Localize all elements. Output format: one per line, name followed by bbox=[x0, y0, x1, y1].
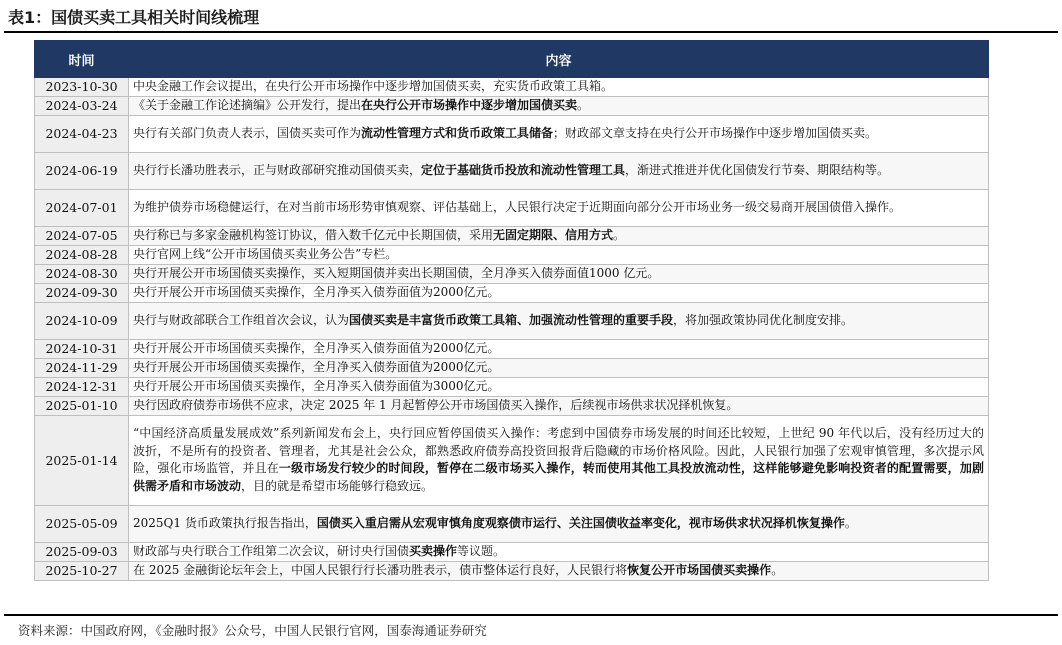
header-row bbox=[35, 41, 989, 78]
top-rule bbox=[4, 31, 1058, 33]
table-row bbox=[35, 97, 989, 116]
row-date: 2024-10-31 bbox=[35, 340, 129, 359]
table-row bbox=[35, 378, 989, 397]
table-row bbox=[35, 397, 989, 416]
table-body bbox=[35, 78, 989, 581]
content-text: 。 bbox=[844, 515, 857, 530]
content-text: 央行开展公开市场国债买卖操作，全月净买入债券面值为3000亿元。 bbox=[133, 379, 500, 394]
content-emphasis: 国债买入重启需从宏观审慎角度观察债市运行、关注国债收益率变化，视市场供求状况择机恢复操作 bbox=[316, 515, 845, 530]
header-time: 时间 bbox=[35, 41, 129, 78]
content-text: 。 bbox=[577, 98, 590, 113]
row-content bbox=[129, 190, 989, 227]
content-text: 央行官网上线“公开市场国债买卖业务公告”专栏。 bbox=[133, 247, 398, 262]
content-emphasis: 在央行公开市场操作中逐步增加国债买卖 bbox=[361, 98, 578, 113]
table-row bbox=[35, 303, 989, 340]
content-emphasis: 恢复公开市场国债买卖操作 bbox=[627, 562, 772, 577]
content-text: “中国经济高质量发展成效”系列新闻发布会上，央行回应暂停国债买入操作：考虑到中国债券市场发展的时间还比较短，上世纪 90 年代以后，没有经历过大的波折，不是所有的投资者、管理者，尤其是社会公众，都熟悉政府债券高投资回报背后隐藏的市场价格风险。因此，人民银行加强了宏观审慎管理，多次提示风险，强化市场监管，并且在 bbox=[133, 426, 984, 476]
content-text: 央行有关部门负责人表示，国债买卖可作为 bbox=[133, 126, 362, 141]
row-date: 2024-12-31 bbox=[35, 378, 129, 397]
row-content bbox=[129, 561, 989, 580]
row-date: 2024-08-30 bbox=[35, 265, 129, 284]
row-content bbox=[129, 78, 989, 97]
content-text: 2025Q1 货币政策执行报告指出， bbox=[133, 515, 317, 530]
row-date: 2024-08-28 bbox=[35, 246, 129, 265]
content-text: 中央金融工作会议提出，在央行公开市场操作中逐步增加国债买卖，充实货币政策工具箱。 bbox=[133, 79, 614, 94]
content-emphasis: 无固定期限、信用方式 bbox=[493, 228, 614, 243]
content-text: ，目的就是希望市场能够行稳致远。 bbox=[241, 478, 434, 493]
row-date: 2025-01-14 bbox=[35, 416, 129, 506]
row-date: 2024-04-23 bbox=[35, 116, 129, 153]
row-content bbox=[129, 340, 989, 359]
row-date: 2024-09-30 bbox=[35, 284, 129, 303]
row-content bbox=[129, 265, 989, 284]
row-date: 2024-03-24 bbox=[35, 97, 129, 116]
content-text: 央行开展公开市场国债买卖操作，买入短期国债并卖出长期国债，全月净买入债券面值1000 亿元。 bbox=[133, 266, 660, 281]
row-date: 2025-09-03 bbox=[35, 542, 129, 561]
content-text: 。 bbox=[613, 228, 626, 243]
content-text: 央行与财政部联合工作组首次会议，认为 bbox=[133, 313, 350, 328]
row-content bbox=[129, 505, 989, 542]
table-row bbox=[35, 265, 989, 284]
row-content bbox=[129, 284, 989, 303]
source-note: 资料来源：中国政府网，《金融时报》公众号，中国人民银行官网，国泰海通证券研究 bbox=[18, 623, 487, 638]
table-title: 表1：国债买卖工具相关时间线梳理 bbox=[8, 8, 260, 27]
content-emphasis: 国债买卖是丰富货币政策工具箱、加强流动性管理的重要手段 bbox=[349, 313, 674, 328]
row-date: 2024-11-29 bbox=[35, 359, 129, 378]
header-content: 内容 bbox=[129, 41, 989, 78]
content-emphasis: 流动性管理方式和货币政策工具储备 bbox=[361, 126, 554, 141]
table-row bbox=[35, 505, 989, 542]
content-text: 央行行长潘功胜表示，正与财政部研究推动国债买卖， bbox=[133, 163, 422, 178]
row-content bbox=[129, 303, 989, 340]
row-content bbox=[129, 359, 989, 378]
content-emphasis: 一级市场发行较少的时间段，暂停在二级市场买入操作，转而使用其他工具投放流动性，这样能够避免影响投资者的配置需要，加剧供需矛盾和市场波动 bbox=[133, 461, 984, 493]
bottom-rule bbox=[4, 614, 1058, 616]
table-row bbox=[35, 542, 989, 561]
row-date: 2024-07-05 bbox=[35, 227, 129, 246]
row-content bbox=[129, 153, 989, 190]
table-row bbox=[35, 78, 989, 97]
table-row bbox=[35, 246, 989, 265]
content-text: ，将加强政策协同优化制度安排。 bbox=[673, 313, 854, 328]
content-text: 《关于金融工作论述摘编》公开发行，提出 bbox=[133, 98, 362, 113]
table-row bbox=[35, 416, 989, 506]
row-date: 2025-05-09 bbox=[35, 505, 129, 542]
content-emphasis: 买卖操作 bbox=[409, 543, 458, 558]
table-row bbox=[35, 284, 989, 303]
row-content bbox=[129, 116, 989, 153]
content-text: ，渐进式推进并优化国债发行节奏、期限结构等。 bbox=[625, 163, 890, 178]
row-date: 2024-06-19 bbox=[35, 153, 129, 190]
content-text: 为维护债券市场稳健运行，在对当前市场形势审慎观察、评估基础上，人民银行决定于近期面向部分公开市场业务一级交易商开展国债借入操作。 bbox=[133, 200, 902, 215]
row-content bbox=[129, 246, 989, 265]
table-row bbox=[35, 116, 989, 153]
content-text: 央行开展公开市场国债买卖操作，全月净买入债券面值为2000亿元。 bbox=[133, 360, 500, 375]
table-row bbox=[35, 227, 989, 246]
row-content bbox=[129, 378, 989, 397]
row-content bbox=[129, 542, 989, 561]
content-emphasis: 定位于基础货币投放和流动性管理工具 bbox=[421, 163, 626, 178]
row-date: 2025-01-10 bbox=[35, 397, 129, 416]
row-content bbox=[129, 97, 989, 116]
row-date: 2024-10-09 bbox=[35, 303, 129, 340]
table-row bbox=[35, 190, 989, 227]
content-text: 央行称已与多家金融机构签订协议，借入数千亿元中长期国债，采用 bbox=[133, 228, 494, 243]
content-text: 等议题。 bbox=[457, 543, 506, 558]
row-date: 2025-10-27 bbox=[35, 561, 129, 580]
table-row bbox=[35, 359, 989, 378]
content-text: 央行开展公开市场国债买卖操作，全月净买入债券面值为2000亿元。 bbox=[133, 341, 500, 356]
content-text: ；财政部文章支持在央行公开市场操作中逐步增加国债买卖。 bbox=[553, 126, 878, 141]
row-content bbox=[129, 416, 989, 506]
row-date: 2023-10-30 bbox=[35, 78, 129, 97]
content-text: 。 bbox=[771, 562, 784, 577]
table-row bbox=[35, 340, 989, 359]
content-text: 央行因政府债券市场供不应求，决定 2025 年 1 月起暂停公开市场国债买入操作，后续视市场供求状况择机恢复。 bbox=[133, 398, 739, 413]
table-row bbox=[35, 153, 989, 190]
timeline-table bbox=[34, 40, 989, 581]
content-text: 在 2025 金融街论坛年会上，中国人民银行行长潘功胜表示，债市整体运行良好，人民银行将 bbox=[133, 562, 628, 577]
table-row bbox=[35, 561, 989, 580]
content-text: 财政部与央行联合工作组第二次会议，研讨央行国债 bbox=[133, 543, 410, 558]
content-text: 央行开展公开市场国债买卖操作，全月净买入债券面值为2000亿元。 bbox=[133, 285, 500, 300]
row-content bbox=[129, 397, 989, 416]
row-date: 2024-07-01 bbox=[35, 190, 129, 227]
row-content bbox=[129, 227, 989, 246]
